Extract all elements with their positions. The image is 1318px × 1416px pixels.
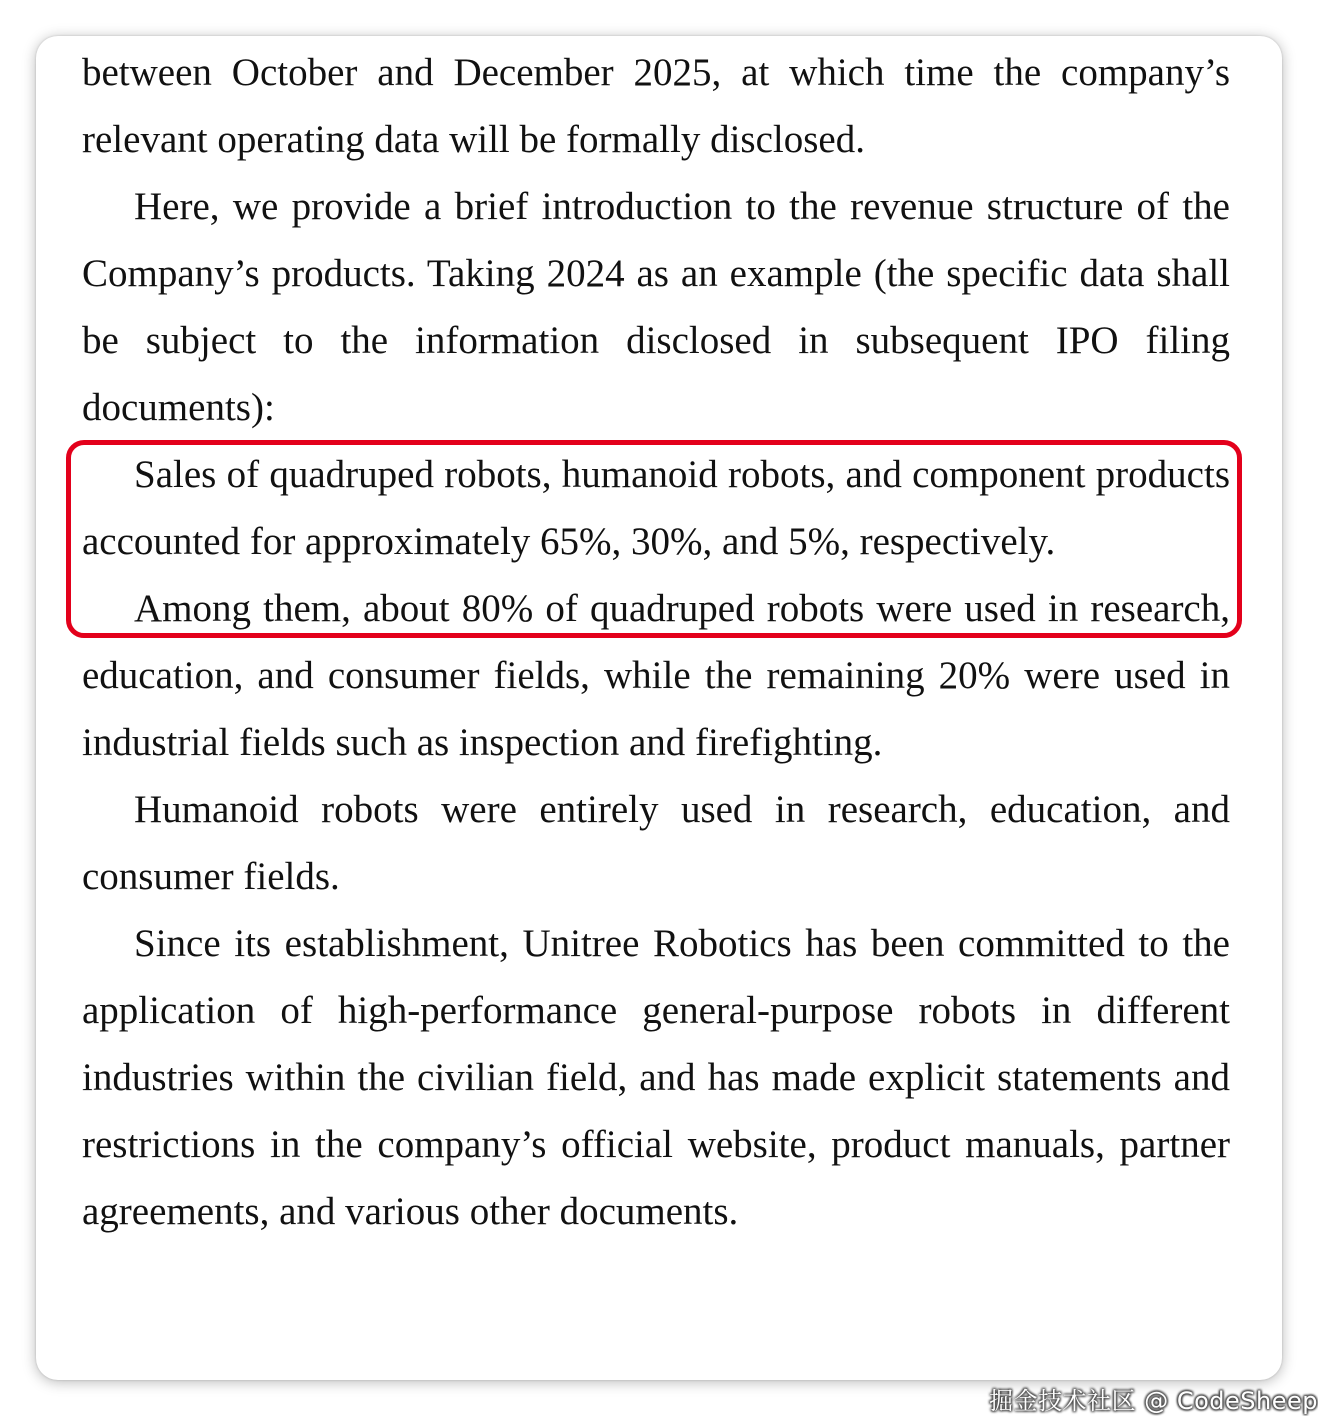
paragraph-quadruped-usage: Among them, about 80% of quadruped robots were used in research, education, and consumer fields, while the remaining 20% were used in industrial fields such as inspection and firefighting.	[82, 587, 1230, 764]
watermark: 掘金技术社区 @ CodeSheep	[989, 1387, 1318, 1415]
document-card	[36, 36, 1282, 1380]
paragraph-company-commitment: Since its establishment, Unitree Robotics has been committed to the application of high-performance general-purpose robots in different industries within the civilian field, and has made explicit statements and restrictions in the company’s official website, product manuals, partner agreements, and various other documents.	[82, 922, 1230, 1233]
paragraph-disclosure-timing: between October and December 2025, at which time the company’s relevant operating data will be formally disclosed.	[82, 51, 1230, 161]
paragraph-sales-breakdown: Sales of quadruped robots, humanoid robots, and component products accounted for approximately 65%, 30%, and 5%, respectively.	[82, 453, 1230, 563]
document-body	[82, 36, 1230, 1245]
paragraph-humanoid-usage: Humanoid robots were entirely used in research, education, and consumer fields.	[82, 788, 1230, 898]
paragraph-revenue-intro: Here, we provide a brief introduction to the revenue structure of the Company’s products. Taking 2024 as an example (the specific data shall be subject to the information disclosed in subsequent IPO filing documents):	[82, 185, 1230, 429]
